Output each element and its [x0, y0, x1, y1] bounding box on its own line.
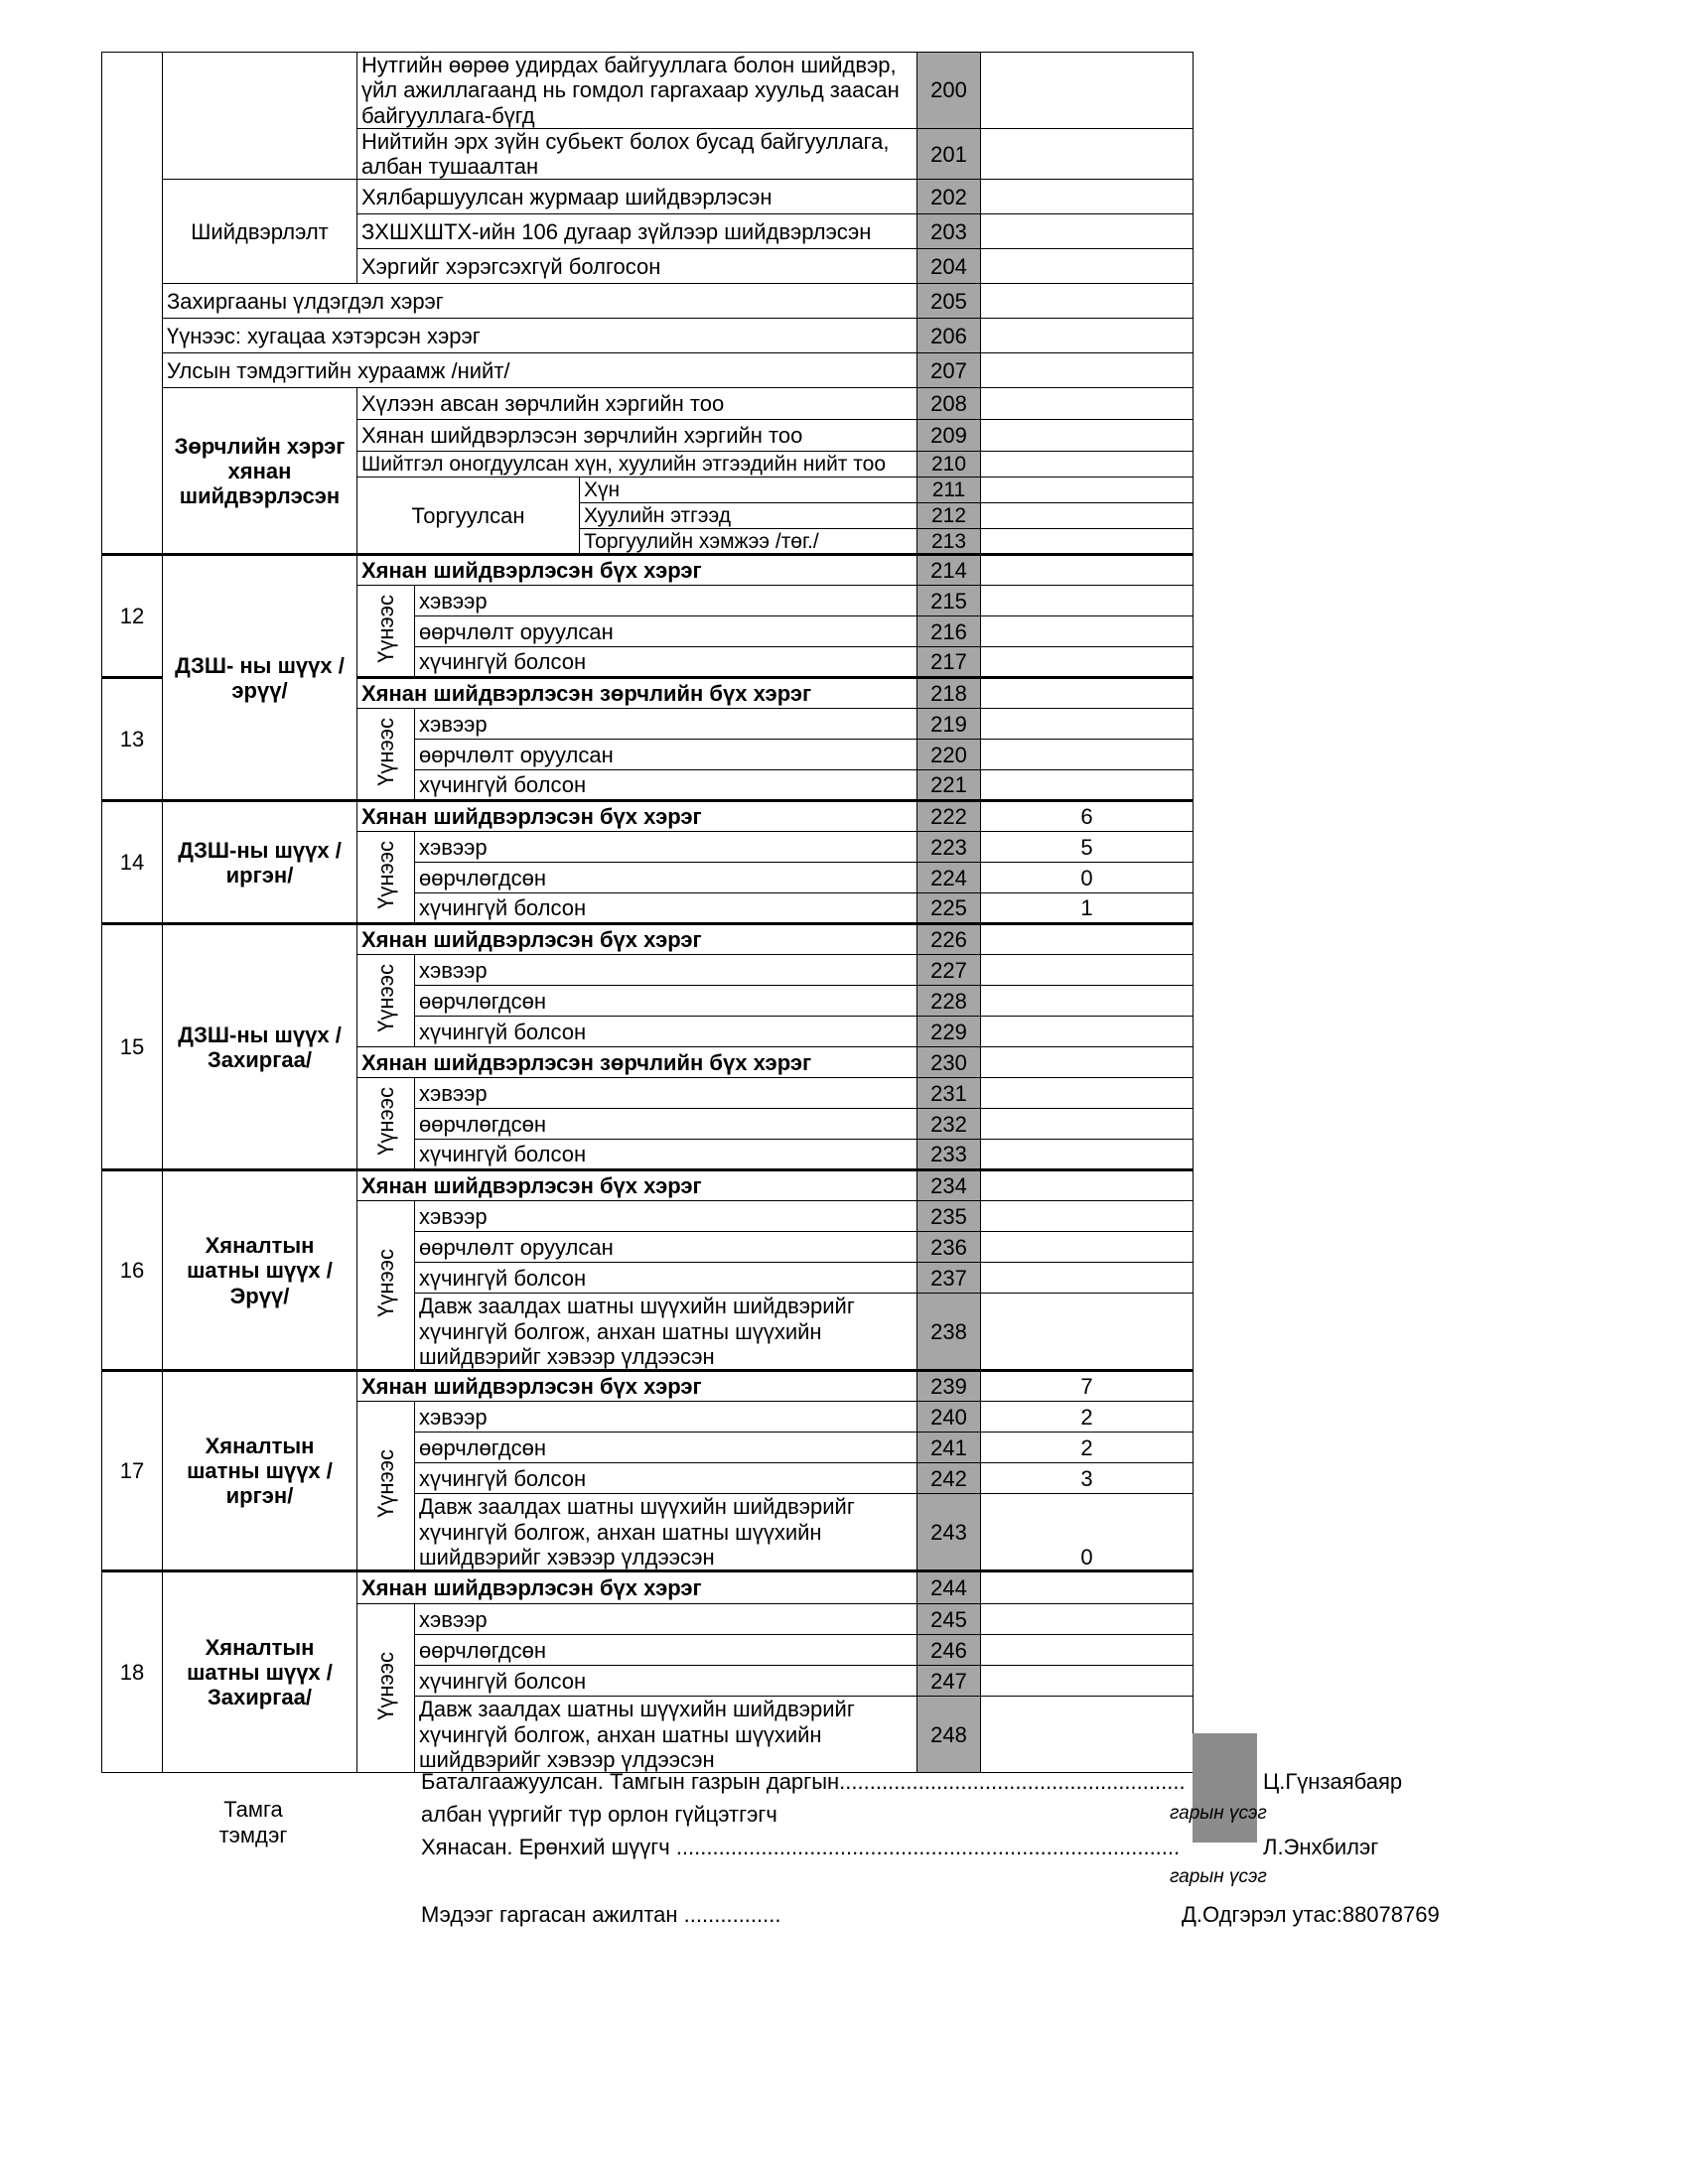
- row-label: Хянан шийдвэрлэсэн бүх хэрэг: [357, 555, 917, 586]
- row-label: хүчингүй болсон: [415, 1017, 917, 1047]
- row-value: [981, 452, 1194, 478]
- approver-name: Ц.Гүнзаябаяр: [1263, 1769, 1403, 1794]
- row-value: [981, 1201, 1194, 1232]
- row-label: өөрчлөгдсөн: [415, 1635, 917, 1666]
- row-value: 3: [981, 1463, 1194, 1494]
- row-code: 210: [917, 452, 981, 478]
- row-code: 207: [917, 353, 981, 388]
- preparer-contact: Д.Одгэрэл утас:88078769: [1182, 1902, 1440, 1927]
- row-label: хүчингүй болсон: [415, 647, 917, 678]
- row-code: 206: [917, 319, 981, 353]
- row-value: [981, 249, 1194, 284]
- row-value: [981, 1232, 1194, 1263]
- row-label: Хянан шийдвэрлэсэн бүх хэрэг: [357, 1571, 917, 1604]
- row-value: 7: [981, 1371, 1194, 1402]
- section-number: 18: [102, 1571, 163, 1773]
- row-code: 241: [917, 1433, 981, 1463]
- row-value: [981, 420, 1194, 452]
- row-label: хэвээр: [415, 586, 917, 616]
- row-label: өөрчлөлт оруулсан: [415, 740, 917, 770]
- row-label: өөрчлөгдсөн: [415, 1433, 917, 1463]
- row-label: хэвээр: [415, 709, 917, 740]
- row-label: хэвээр: [415, 1078, 917, 1109]
- row-label: Хянан шийдвэрлэсэн зөрчлийн хэргийн тоо: [357, 420, 917, 452]
- vertical-label: Үүнээс: [357, 1402, 415, 1571]
- row-label: Хянан шийдвэрлэсэн бүх хэрэг: [357, 1371, 917, 1402]
- row-code: 227: [917, 955, 981, 986]
- row-code: 230: [917, 1047, 981, 1078]
- row-code: 240: [917, 1402, 981, 1433]
- row-code: 220: [917, 740, 981, 770]
- row-label: Хянан шийдвэрлэсэн бүх хэрэг: [357, 801, 917, 832]
- row-label: Давж заалдах шатны шүүхийн шийдвэрийг хүчингүй болгож, анхан шатны шүүхийн шийдвэрийг хэвээр үлдээсэн: [415, 1294, 917, 1371]
- row-code: 223: [917, 832, 981, 863]
- row-value: [981, 986, 1194, 1017]
- approval-line: Баталгаажуулсан. Тамгын газрын даргын.........................................................: [421, 1769, 1186, 1794]
- row-code: 225: [917, 893, 981, 924]
- row-code: 247: [917, 1666, 981, 1697]
- row-value: [981, 1109, 1194, 1140]
- section-number: 14: [102, 801, 163, 924]
- vertical-label: Үүнээс: [357, 955, 415, 1047]
- row-value: [981, 1635, 1194, 1666]
- row-value: [981, 353, 1194, 388]
- row-value: [981, 180, 1194, 214]
- row-label: Үүнээс: хугацаа хэтэрсэн хэрэг: [163, 319, 917, 353]
- vertical-label: Үүнээс: [357, 1201, 415, 1371]
- vertical-label: Үүнээс: [357, 832, 415, 924]
- section-number: 12: [102, 555, 163, 678]
- row-value: [981, 740, 1194, 770]
- row-value: [981, 1697, 1194, 1773]
- vertical-label: Үүнээс: [357, 586, 415, 678]
- row-value: 2: [981, 1433, 1194, 1463]
- row-code: 215: [917, 586, 981, 616]
- row-label: Давж заалдах шатны шүүхийн шийдвэрийг хүчингүй болгож, анхан шатны шүүхийн шийдвэрийг хэвээр үлдээсэн: [415, 1697, 917, 1773]
- row-value: [981, 388, 1194, 420]
- row-code: 203: [917, 214, 981, 249]
- stamp-label: Тамга тэмдэг: [218, 1797, 288, 1848]
- row-label: хүчингүй болсон: [415, 770, 917, 801]
- row-value: [981, 647, 1194, 678]
- row-code: 221: [917, 770, 981, 801]
- row-value: [981, 586, 1194, 616]
- row-value: [981, 1294, 1194, 1371]
- section-name: Хяналтын шатны шүүх /Эрүү/: [163, 1170, 357, 1371]
- row-label: Хялбаршуулсан журмаар шийдвэрлэсэн: [357, 180, 917, 214]
- group-torguulsan: Торгуулсан: [357, 478, 580, 555]
- row-label: Хянан шийдвэрлэсэн бүх хэрэг: [357, 1170, 917, 1201]
- row-value: [981, 284, 1194, 319]
- signature-hint: гарын үсэг: [1170, 1803, 1267, 1824]
- section-number: 16: [102, 1170, 163, 1371]
- row-code: 245: [917, 1604, 981, 1635]
- row-label: Хэргийг хэрэгсэхгүй болгосон: [357, 249, 917, 284]
- row-code: 205: [917, 284, 981, 319]
- continuation-num-cell: [102, 53, 163, 555]
- row-label: Хянан шийдвэрлэсэн бүх хэрэг: [357, 924, 917, 955]
- row-value: [981, 924, 1194, 955]
- row-label: хэвээр: [415, 955, 917, 986]
- row-label: Хуулийн этгээд: [580, 503, 917, 529]
- row-value: [981, 770, 1194, 801]
- row-label: хэвээр: [415, 1402, 917, 1433]
- row-value: 1: [981, 893, 1194, 924]
- prepared-line: Мэдээг гаргасан ажилтан ................: [421, 1902, 781, 1927]
- row-code: 222: [917, 801, 981, 832]
- signature-hint: гарын үсэг: [1170, 1866, 1267, 1887]
- row-code: 200: [917, 53, 981, 129]
- row-label: хүчингүй болсон: [415, 893, 917, 924]
- row-label: хэвээр: [415, 1604, 917, 1635]
- row-value: 5: [981, 832, 1194, 863]
- row-code: 219: [917, 709, 981, 740]
- row-code: 246: [917, 1635, 981, 1666]
- row-value: [981, 1263, 1194, 1294]
- row-label: хүчингүй болсон: [415, 1666, 917, 1697]
- row-label: өөрчлөгдсөн: [415, 1109, 917, 1140]
- vertical-label: Үүнээс: [357, 709, 415, 801]
- row-code: 211: [917, 478, 981, 503]
- row-value: [981, 555, 1194, 586]
- row-code: 244: [917, 1571, 981, 1604]
- row-code: 229: [917, 1017, 981, 1047]
- row-label: Давж заалдах шатны шүүхийн шийдвэрийг хүчингүй болгож, анхан шатны шүүхийн шийдвэрийг хэвээр үлдээсэн: [415, 1494, 917, 1571]
- section-name: ДЗШ-ны шүүх /иргэн/: [163, 801, 357, 924]
- row-code: 234: [917, 1170, 981, 1201]
- row-label: Торгуулийн хэмжээ /төг./: [580, 529, 917, 555]
- row-code: 239: [917, 1371, 981, 1402]
- row-value: [981, 1078, 1194, 1109]
- row-code: 214: [917, 555, 981, 586]
- row-code: 216: [917, 616, 981, 647]
- row-value: [981, 319, 1194, 353]
- row-label: Хүлээн авсан зөрчлийн хэргийн тоо: [357, 388, 917, 420]
- row-label: хүчингүй болсон: [415, 1140, 917, 1170]
- row-value: 0: [981, 863, 1194, 893]
- row-value: [981, 1666, 1194, 1697]
- row-label: хүчингүй болсон: [415, 1463, 917, 1494]
- row-label: хэвээр: [415, 832, 917, 863]
- row-value: [981, 1017, 1194, 1047]
- report-table: [101, 52, 1194, 1773]
- row-code: 237: [917, 1263, 981, 1294]
- section-number: 13: [102, 678, 163, 801]
- section-name: ДЗШ- ны шүүх /эрүү/: [163, 555, 357, 801]
- row-code: 218: [917, 678, 981, 709]
- section-name: ДЗШ-ны шүүх /Захиргаа/: [163, 924, 357, 1170]
- row-label: Нийтийн эрх зүйн субьект болох бусад байгууллага, албан тушаалтан: [357, 128, 917, 180]
- row-label: Хянан шийдвэрлэсэн зөрчлийн бүх хэрэг: [357, 678, 917, 709]
- row-value: [981, 616, 1194, 647]
- row-code: 233: [917, 1140, 981, 1170]
- row-value: 2: [981, 1402, 1194, 1433]
- row-label: Шийтгэл оногдуулсан хүн, хуулийн этгээдийн нийт тоо: [357, 452, 917, 478]
- row-value: [981, 1170, 1194, 1201]
- row-code: 228: [917, 986, 981, 1017]
- row-label: Нутгийн өөрөө удирдах байгууллага болон шийдвэр, үйл ажиллагаанд нь гомдол гаргахаар хуульд заасан байгууллага-бүгд: [357, 53, 917, 129]
- row-code: 235: [917, 1201, 981, 1232]
- row-value: 6: [981, 801, 1194, 832]
- row-code: 231: [917, 1078, 981, 1109]
- section-number: 15: [102, 924, 163, 1170]
- row-label: хэвээр: [415, 1201, 917, 1232]
- row-value: [981, 478, 1194, 503]
- row-value: [981, 529, 1194, 555]
- row-label: өөрчлөлт оруулсан: [415, 616, 917, 647]
- group-shiidverlelt: Шийдвэрлэлт: [163, 180, 357, 284]
- row-value: [981, 214, 1194, 249]
- group-cell: [163, 53, 357, 180]
- row-value: [981, 128, 1194, 180]
- row-code: 243: [917, 1494, 981, 1571]
- row-value: [981, 678, 1194, 709]
- group-zorchil: Зөрчлийн хэрэг хянан шийдвэрлэсэн: [163, 388, 357, 555]
- row-value: 0: [981, 1494, 1194, 1571]
- row-code: 213: [917, 529, 981, 555]
- row-code: 209: [917, 420, 981, 452]
- row-code: 224: [917, 863, 981, 893]
- row-label: ЗХШХШТХ-ийн 106 дугаар зүйлээр шийдвэрлэсэн: [357, 214, 917, 249]
- row-label: Захиргааны үлдэгдэл хэрэг: [163, 284, 917, 319]
- row-label: өөрчлөлт оруулсан: [415, 1232, 917, 1263]
- row-code: 201: [917, 128, 981, 180]
- section-name: Хяналтын шатны шүүх /иргэн/: [163, 1371, 357, 1571]
- reviewed-line: Хянасан. Ерөнхий шүүгч ...................................................................................: [421, 1835, 1181, 1859]
- row-code: 212: [917, 503, 981, 529]
- row-label: хүчингүй болсон: [415, 1263, 917, 1294]
- row-code: 242: [917, 1463, 981, 1494]
- row-label: өөрчлөгдсөн: [415, 863, 917, 893]
- row-value: [981, 503, 1194, 529]
- row-value: [981, 1140, 1194, 1170]
- section-number: 17: [102, 1371, 163, 1571]
- row-value: [981, 1571, 1194, 1604]
- row-code: 208: [917, 388, 981, 420]
- reviewer-name: Л.Энхбилэг: [1263, 1835, 1379, 1859]
- acting-line: албан үүргийг түр орлон гүйцэтгэгч: [421, 1802, 777, 1827]
- row-code: 232: [917, 1109, 981, 1140]
- row-label: Хүн: [580, 478, 917, 503]
- row-label: Улсын тэмдэгтийн хураамж /нийт/: [163, 353, 917, 388]
- row-label: Хянан шийдвэрлэсэн зөрчлийн бүх хэрэг: [357, 1047, 917, 1078]
- row-label: өөрчлөгдсөн: [415, 986, 917, 1017]
- row-value: [981, 53, 1194, 129]
- row-code: 226: [917, 924, 981, 955]
- row-value: [981, 1604, 1194, 1635]
- vertical-label: Үүнээс: [357, 1078, 415, 1170]
- vertical-label: Үүнээс: [357, 1604, 415, 1773]
- row-value: [981, 1047, 1194, 1078]
- row-code: 236: [917, 1232, 981, 1263]
- section-name: Хяналтын шатны шүүх /Захиргаа/: [163, 1571, 357, 1773]
- row-code: 204: [917, 249, 981, 284]
- row-value: [981, 709, 1194, 740]
- row-value: [981, 955, 1194, 986]
- row-code: 248: [917, 1697, 981, 1773]
- row-code: 202: [917, 180, 981, 214]
- row-code: 238: [917, 1294, 981, 1371]
- signature-gray-box: [1193, 1733, 1257, 1843]
- row-code: 217: [917, 647, 981, 678]
